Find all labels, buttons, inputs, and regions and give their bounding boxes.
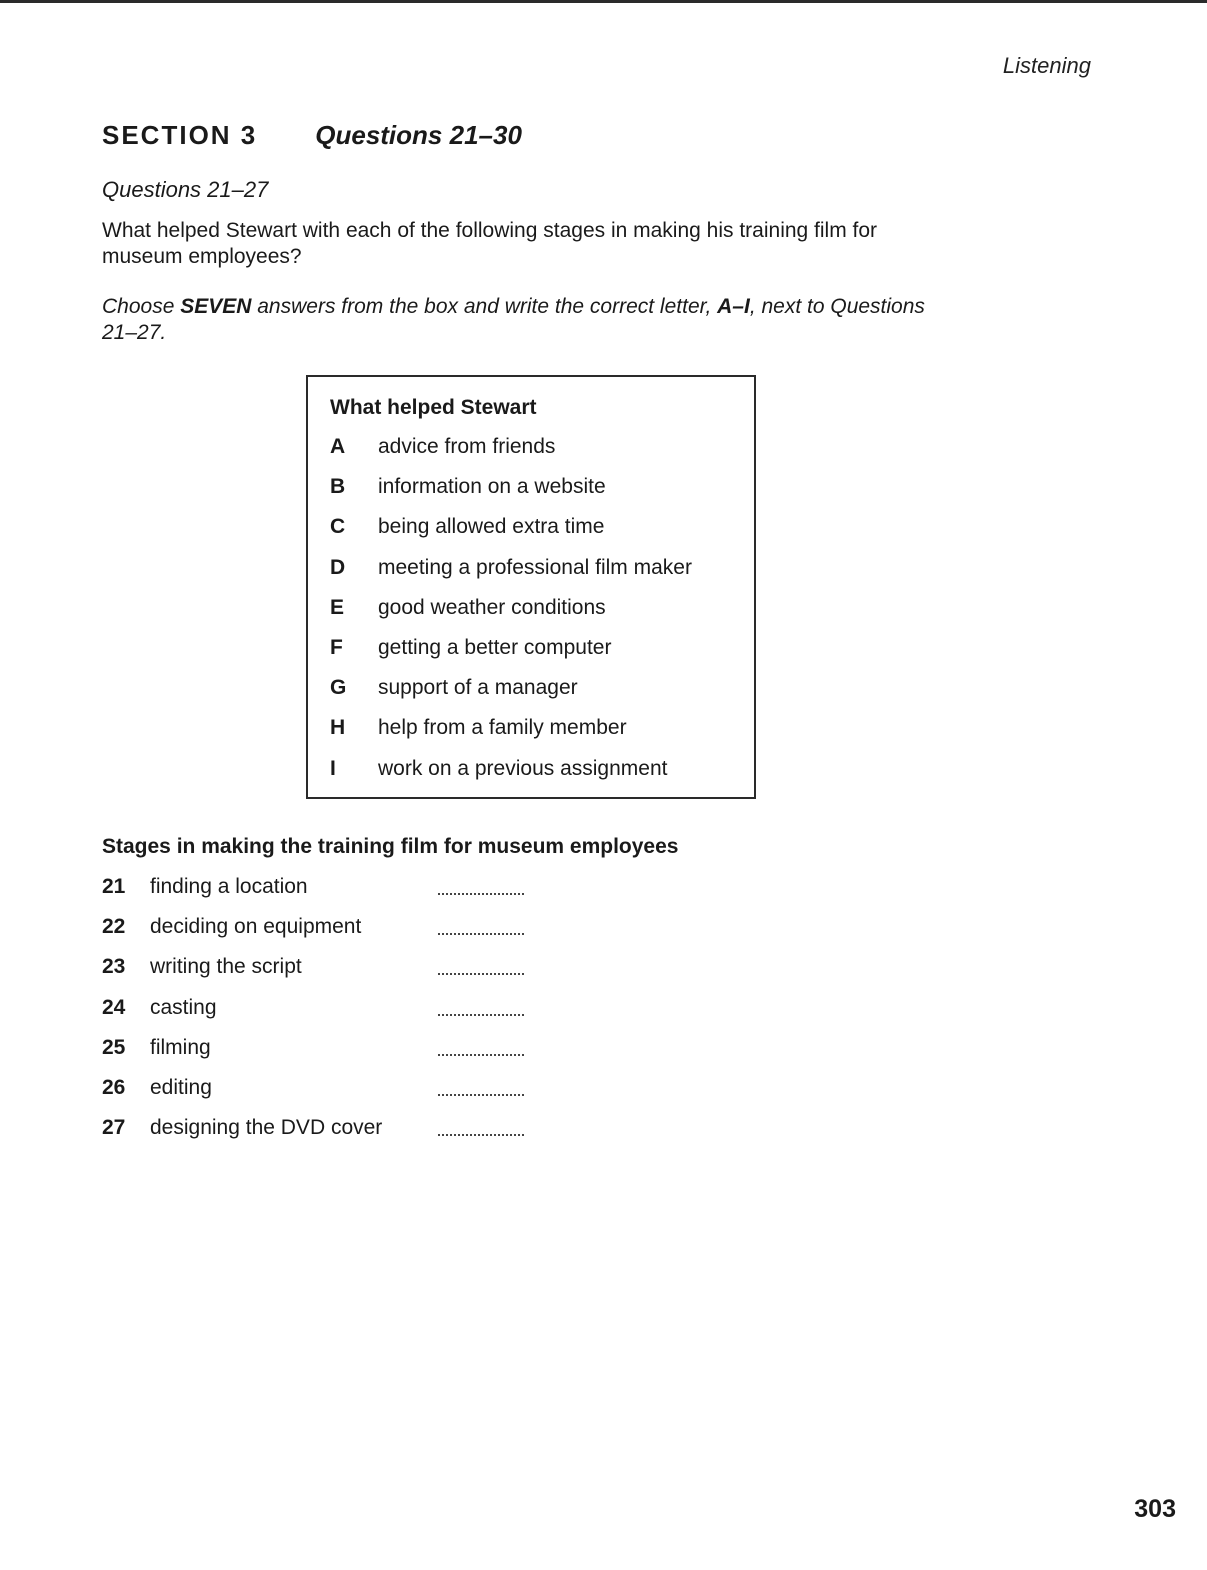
page-number: 303 bbox=[1134, 1495, 1176, 1523]
question-number: 26 bbox=[102, 1075, 126, 1099]
stage-item bbox=[102, 1076, 524, 1116]
option-item bbox=[330, 676, 692, 716]
stage-item bbox=[102, 875, 524, 915]
stage-item bbox=[102, 955, 524, 995]
stage-label: writing the script bbox=[150, 955, 302, 979]
option-item bbox=[330, 515, 692, 555]
section-heading bbox=[102, 120, 522, 151]
instruction-part: , next to Questions 21–27. bbox=[102, 295, 925, 344]
instruction-part: answers from the box and write the correct letter, bbox=[251, 295, 718, 318]
section-label: SECTION 3 bbox=[102, 120, 258, 150]
option-text: meeting a professional film maker bbox=[378, 555, 692, 579]
option-letter: D bbox=[330, 555, 346, 579]
question-number: 24 bbox=[102, 995, 126, 1019]
option-letter: E bbox=[330, 595, 345, 619]
option-text: being allowed extra time bbox=[378, 515, 605, 539]
option-letter: F bbox=[330, 635, 343, 659]
instruction bbox=[102, 294, 942, 346]
question-number: 27 bbox=[102, 1116, 126, 1140]
option-text: work on a previous assignment bbox=[378, 756, 668, 780]
option-letter: A bbox=[330, 435, 346, 458]
answer-blank[interactable] bbox=[438, 919, 524, 935]
option-text: good weather conditions bbox=[378, 595, 606, 619]
option-letter: G bbox=[330, 676, 347, 700]
stage-label: casting bbox=[150, 995, 217, 1019]
question-number: 21 bbox=[102, 875, 126, 898]
option-item bbox=[330, 757, 692, 797]
stage-label: designing the DVD cover bbox=[150, 1116, 383, 1140]
option-item bbox=[330, 435, 692, 475]
option-text: help from a family member bbox=[378, 716, 627, 740]
stage-label: filming bbox=[150, 1035, 211, 1059]
stage-label: editing bbox=[150, 1075, 212, 1099]
answer-blank[interactable] bbox=[438, 1120, 524, 1136]
option-list bbox=[330, 435, 692, 797]
instruction-part: Choose bbox=[102, 295, 181, 318]
option-text: getting a better computer bbox=[378, 635, 612, 659]
answer-blank[interactable] bbox=[438, 1080, 524, 1096]
top-rule bbox=[0, 0, 1207, 3]
answer-blank[interactable] bbox=[438, 959, 524, 975]
stage-item bbox=[102, 996, 524, 1036]
stage-list bbox=[102, 875, 524, 1156]
option-item bbox=[330, 475, 692, 515]
option-item bbox=[330, 556, 692, 596]
question-number: 23 bbox=[102, 955, 126, 979]
options-box-title: What helped Stewart bbox=[330, 396, 537, 419]
question-number: 22 bbox=[102, 915, 126, 939]
option-item bbox=[330, 716, 692, 756]
option-letter: C bbox=[330, 515, 346, 539]
stage-label: deciding on equipment bbox=[150, 915, 362, 939]
stage-item bbox=[102, 1116, 524, 1156]
stage-label: finding a location bbox=[150, 875, 308, 898]
options-box bbox=[306, 375, 756, 799]
option-letter: H bbox=[330, 716, 346, 740]
instruction-emphasis: A–I bbox=[717, 295, 750, 318]
option-text: advice from friends bbox=[378, 435, 556, 458]
question-number: 25 bbox=[102, 1035, 126, 1059]
running-head: Listening bbox=[1002, 53, 1091, 78]
stages-heading: Stages in making the training film for museum employees bbox=[102, 835, 679, 858]
stage-item bbox=[102, 1036, 524, 1076]
option-text: information on a website bbox=[378, 475, 606, 499]
option-letter: B bbox=[330, 475, 346, 499]
option-letter: I bbox=[330, 756, 336, 780]
answer-blank[interactable] bbox=[438, 879, 524, 895]
answer-blank[interactable] bbox=[438, 1000, 524, 1016]
option-text: support of a manager bbox=[378, 676, 578, 700]
section-questions-range: Questions 21–30 bbox=[315, 120, 522, 150]
question-text: What helped Stewart with each of the following stages in making his training film for museum employees? bbox=[102, 219, 878, 268]
sub-heading: Questions 21–27 bbox=[102, 177, 269, 202]
option-item bbox=[330, 596, 692, 636]
option-item bbox=[330, 636, 692, 676]
answer-blank[interactable] bbox=[438, 1040, 524, 1056]
instruction-emphasis: SEVEN bbox=[180, 295, 252, 318]
stage-item bbox=[102, 915, 524, 955]
